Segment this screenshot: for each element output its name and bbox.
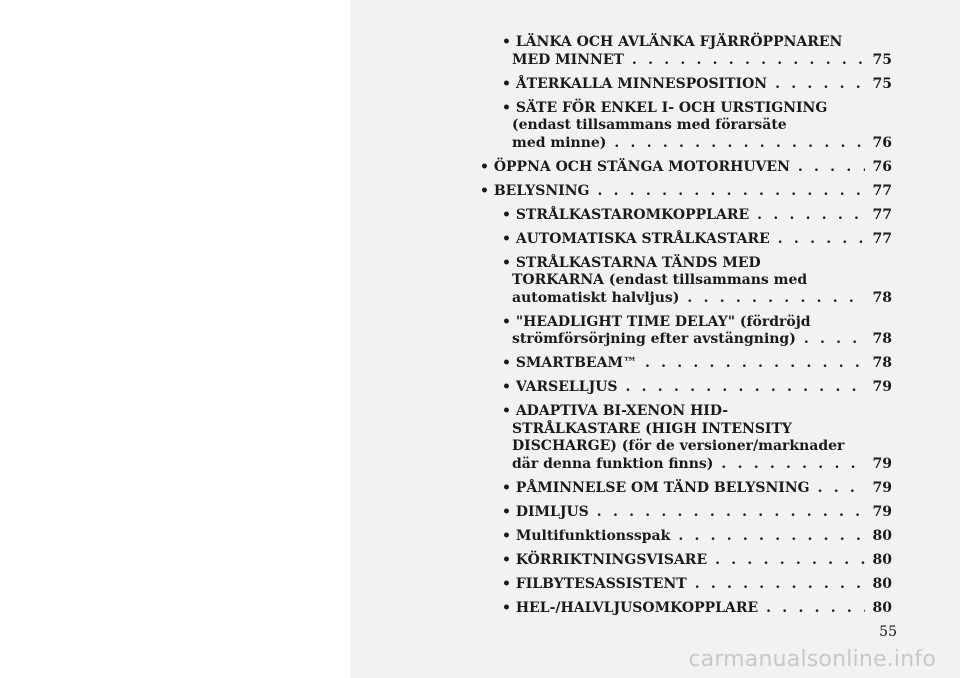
toc-entry-text: (endast tillsammans med förarsäte	[512, 117, 787, 133]
toc-entry-text: • VARSELLJUS	[502, 379, 618, 395]
dot-leader	[715, 552, 864, 570]
toc-entry	[480, 159, 892, 177]
page-number: 55	[879, 624, 897, 640]
dot-leader	[687, 290, 864, 308]
toc-page-ref: 76	[872, 158, 892, 175]
dot-leader	[614, 135, 864, 153]
toc-page-ref: 78	[872, 355, 892, 371]
toc-entry-text: • AUTOMATISKA STRÅLKASTARE	[502, 230, 770, 247]
toc-page-ref: 79	[872, 379, 892, 395]
toc-page-ref: 79	[872, 503, 892, 520]
toc-entry	[480, 34, 892, 69]
toc-entry-text: DISCHARGE) (för de versioner/marknader	[512, 438, 845, 454]
toc-entry	[480, 314, 892, 349]
toc-page-ref: 77	[872, 230, 892, 247]
toc-entry-text: • HEL-/HALVLJUSOMKOPPLARE	[502, 599, 759, 616]
toc-page-ref: 76	[872, 134, 892, 151]
dot-leader	[626, 379, 865, 397]
toc-page-ref: 80	[872, 599, 892, 616]
toc-entry-text: MED MINNET	[512, 51, 624, 68]
toc-entry-text: • ÅTERKALLA MINNESPOSITION	[502, 75, 768, 92]
toc-entry-text: • SMARTBEAM™	[502, 355, 637, 371]
toc-page-ref: 77	[872, 182, 892, 199]
toc-entry-text: automatiskt halvljus)	[512, 289, 680, 306]
toc-page-ref: 79	[872, 479, 892, 496]
dot-leader	[757, 207, 864, 225]
dot-leader	[632, 52, 865, 70]
dot-leader	[766, 600, 864, 618]
toc-entry	[480, 552, 892, 570]
dot-leader	[597, 504, 865, 522]
toc-page-ref: 80	[872, 527, 892, 544]
toc-entry	[480, 100, 892, 153]
toc-page-ref: 80	[872, 551, 892, 568]
toc-entry	[480, 576, 892, 594]
toc-entry-text: • SÄTE FÖR ENKEL I- OCH URSTIGNING	[502, 99, 828, 116]
dot-leader	[678, 528, 864, 546]
dot-leader	[818, 480, 865, 498]
toc-page-ref: 79	[872, 455, 892, 472]
toc-entry	[480, 600, 892, 618]
toc-entry	[480, 183, 892, 201]
toc-entry-text: • BELYSNING	[480, 182, 590, 199]
toc-entry	[480, 231, 892, 249]
toc-entry-text: • ADAPTIVA BI-XENON HID-	[502, 403, 729, 419]
toc-entry-text: STRÅLKASTARE (HIGH INTENSITY	[512, 420, 792, 437]
toc-entry-text: • PÅMINNELSE OM TÄND BELYSNING	[502, 479, 810, 496]
toc-entry-text: strömförsörjning efter avstängning)	[512, 331, 796, 347]
watermark: carmanualsonline.info	[688, 647, 936, 672]
table-of-contents	[480, 34, 892, 624]
toc-entry-text: • "HEADLIGHT TIME DELAY" (fördröjd	[502, 313, 811, 330]
toc-entry	[480, 355, 892, 373]
toc-entry	[480, 504, 892, 522]
dot-leader	[645, 355, 865, 373]
toc-entry	[480, 207, 892, 225]
toc-entry-text: • STRÅLKASTAROMKOPPLARE	[502, 206, 750, 223]
toc-entry-text: • LÄNKA OCH AVLÄNKA FJÄRRÖPPNAREN	[502, 34, 843, 50]
toc-page-ref: 80	[872, 575, 892, 592]
toc-entry-text: TORKARNA (endast tillsammans med	[512, 272, 808, 288]
dot-leader	[597, 183, 864, 201]
toc-page-ref: 75	[872, 51, 892, 68]
toc-page-ref: 78	[872, 289, 892, 306]
toc-entry-text: • ÖPPNA OCH STÄNGA MOTORHUVEN	[480, 158, 790, 175]
toc-entry	[480, 528, 892, 546]
dot-leader	[695, 576, 865, 594]
dot-leader	[721, 456, 864, 474]
toc-entry	[480, 480, 892, 498]
toc-entry-text: där denna funktion finns)	[512, 455, 714, 472]
toc-entry-text: • DIMLJUS	[502, 503, 589, 520]
toc-page-ref: 77	[872, 206, 892, 223]
dot-leader	[778, 231, 865, 249]
dot-leader	[798, 159, 865, 177]
toc-entry-text: med minne)	[512, 134, 607, 151]
toc-entry-text: • Multifunktionsspak	[502, 527, 671, 544]
toc-entry	[480, 255, 892, 308]
toc-page-ref: 75	[872, 75, 892, 92]
toc-entry	[480, 379, 892, 397]
toc-entry-text: • STRÅLKASTARNA TÄNDS MED	[502, 254, 761, 271]
manual-page	[350, 0, 960, 678]
dot-leader	[775, 76, 864, 94]
toc-entry-text: • FILBYTESASSISTENT	[502, 575, 687, 592]
dot-leader	[804, 331, 865, 349]
toc-page-ref: 78	[872, 331, 892, 347]
toc-entry-text: • KÖRRIKTNINGSVISARE	[502, 551, 708, 568]
toc-entry	[480, 76, 892, 94]
toc-entry	[480, 403, 892, 473]
